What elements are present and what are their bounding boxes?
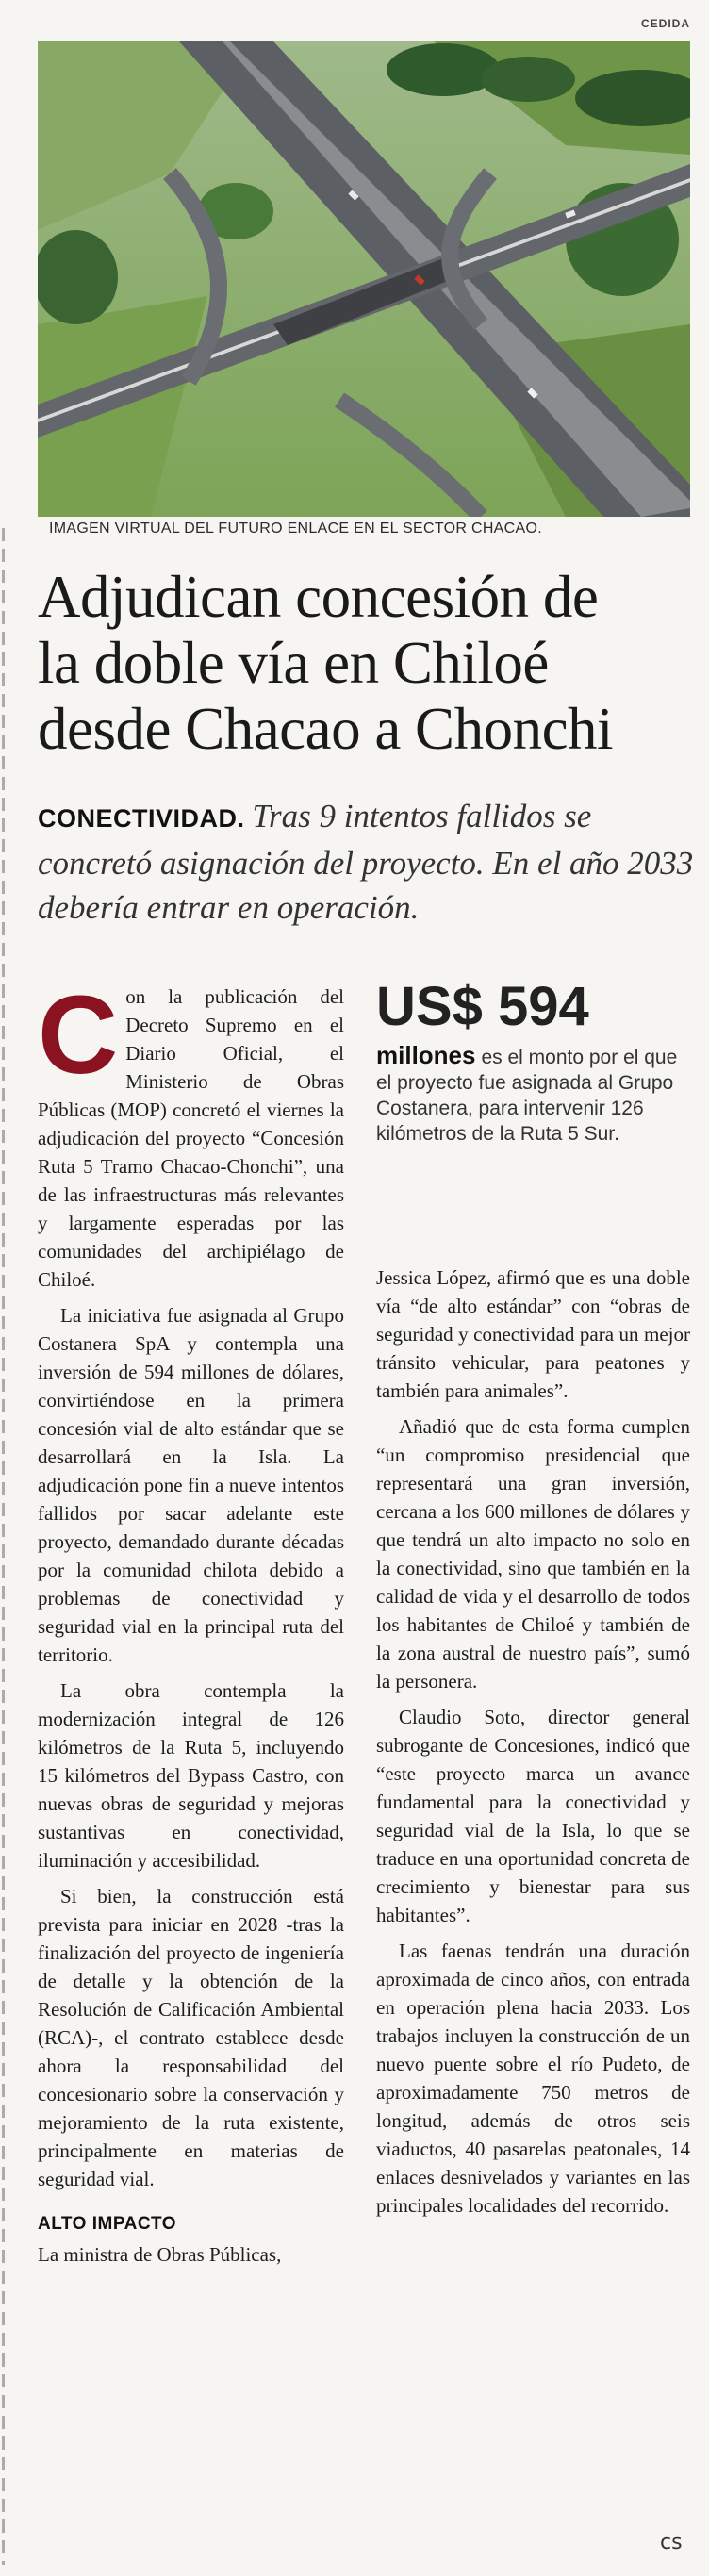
end-of-article-mark: cs [660, 2531, 683, 2554]
deck-text: Tras 9 intentos fallidos se concretó asignación del proyecto. En el año 2033 debería entrar en operación. [38, 798, 694, 926]
headline-line: desde Chacao a Chonchi [38, 696, 614, 762]
deck-kicker: CONECTIVIDAD. [38, 804, 245, 833]
page-edge-marks [2, 528, 5, 2565]
body-paragraph: Añadió que de esta forma cumplen “un compromiso presidencial que representará una gran inversión, cercana a los 600 millones de dólares y que tendrá un alto impacto no solo en la conectividad, sino que también en la calidad de vida y el desarrollo de todos los habitantes de Chiloé y también de la zona austral de nuestro país”, sumó la personera. [376, 1415, 690, 1693]
body-paragraph: Claudio Soto, director general subrogante de Concesiones, indicó que “este proyecto marca un avance fundamental para la conectividad y seguridad vial de la Isla, lo que se traduce en una oportunidad concreta de crecimiento y bienestar para sus habitantes”. [376, 1706, 690, 1926]
stat-description [376, 1043, 690, 1147]
body-column-right [376, 1263, 690, 2227]
headline-line: Adjudican concesión de [38, 564, 599, 630]
stat-value: US$ 594 [376, 976, 589, 1037]
stat-text: es el monto por el que el proyecto fue asignada al Grupo Costanera, para intervenir 126 kilómetros de la Ruta 5 Sur. [376, 1047, 678, 1145]
trees [481, 57, 575, 102]
body-paragraph: on la publicación del Decreto Supremo en el Diario Oficial, el Ministerio de Obras Públicas (MOP) concretó el viernes la adjudicación del proyecto “Concesión Ruta 5 Tramo Chacao-Chonchi”, una de las infraestructuras más relevantes y largamente esperadas por las comunidades del archipiélago de Chiloé. [38, 985, 344, 1291]
stat-unit: millones [376, 1041, 476, 1069]
body-column-left [38, 973, 344, 2276]
headline-line: la doble vía en Chiloé [38, 630, 549, 696]
article-headline [38, 564, 698, 762]
article-photo [38, 41, 690, 517]
photo-credit: CEDIDA [640, 17, 690, 30]
article-deck [38, 794, 698, 930]
body-paragraph: La ministra de Obras Públicas, [38, 2243, 282, 2266]
photo-caption: IMAGEN VIRTUAL DEL FUTURO ENLACE EN EL SECTOR CHACAO. [49, 520, 542, 537]
section-subhead: ALTO IMPACTO [38, 2214, 177, 2234]
body-paragraph: Las faenas tendrán una duración aproximada de cinco años, con entrada en operación plena hacia 2033. Los trabajos incluyen la construcción de un nuevo puente sobre el río Pudeto, de aproximadamente 750 metros de longitud, además de otros seis viaductos, 40 pasarelas peatonales, 14 enlaces desnivelados y variantes en las principales localidades del recorrido. [376, 1940, 690, 2217]
stat-callout [376, 977, 690, 1147]
body-paragraph: La iniciativa fue asignada al Grupo Costanera SpA y contempla una inversión de 594 millones de dólares, convirtiéndose en la primera concesión vial de alto estándar que se desarrollará en la Isla. La adjudicación pone fin a nueve intentos fallidos por sacar adelante este proyecto, demandado durante décadas por la comunidad chilota debido a problemas de conectividad y seguridad vial en la principal ruta del territorio. [38, 1304, 344, 1666]
trees [387, 43, 500, 96]
body-paragraph: Si bien, la construcción está prevista para iniciar en 2028 -tras la finalización del proyecto de ingeniería de detalle y la obtención de la Resolución de Calificación Ambiental (RCA)-, el contrato establece desde ahora la responsabilidad del concesionario sobre la conservación y mejoramiento de la ruta existente, principalmente en materias de seguridad vial. [38, 1885, 344, 2190]
body-paragraph: La obra contempla la modernización integral de 126 kilómetros de la Ruta 5, incluyendo 15 kilómetros del Bypass Castro, con nuevas obras de seguridad y mejoras sustantivas en conectividad, iluminación y accesibilidad. [38, 1679, 344, 1872]
highway-interchange-illustration [38, 41, 690, 517]
drop-cap: C [38, 973, 119, 1098]
body-paragraph: Jessica López, afirmó que es una doble vía “de alto estándar” con “obras de seguridad y conectividad para un mejor tránsito vehicular, para peatones y también para animales”. [376, 1266, 690, 1402]
